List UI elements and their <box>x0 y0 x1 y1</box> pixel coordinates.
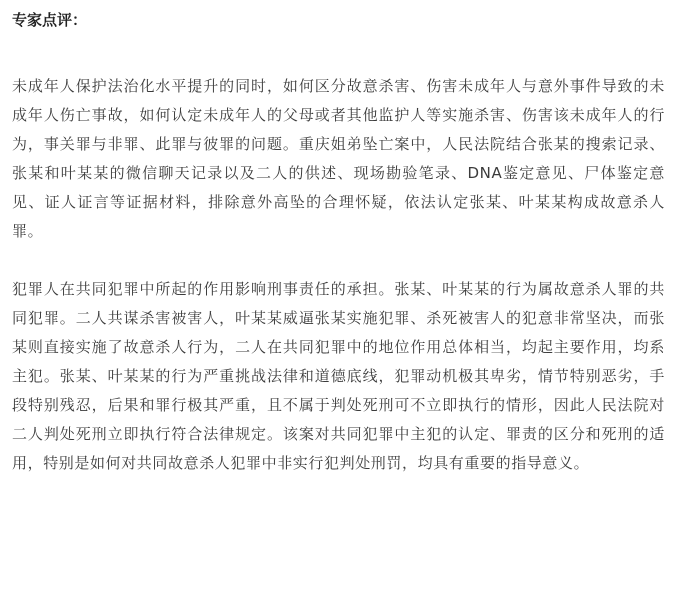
article-paragraph: 犯罪人在共同犯罪中所起的作用影响刑事责任的承担。张某、叶某某的行为属故意杀人罪的共同犯罪。二人共谋杀害被害人，叶某某威逼张某实施犯罪、杀死被害人的犯意非常坚决，而张某则直接实施了故意杀人行为，二人在共同犯罪中的地位作用总体相当，均起主要作用，均系主犯。张某、叶某某的行为严重挑战法律和道德底线，犯罪动机极其卑劣，情节特别恶劣，手段特别残忍，后果和罪行极其严重，且不属于判处死刑可不立即执行的情形，因此人民法院对二人判处死刑立即执行符合法律规定。该案对共同犯罪中主犯的认定、罪责的区分和死刑的适用，特别是如何对共同故意杀人犯罪中非实行犯判处刑罚，均具有重要的指导意义。 <box>12 280 665 472</box>
article-paragraph: 未成年人保护法治化水平提升的同时，如何区分故意杀害、伤害未成年人与意外事件导致的未成年人伤亡事故，如何认定未成年人的父母或者其他监护人等实施杀害、伤害该未成年人的行为，事关罪与非罪、此罪与彼罪的问题。重庆姐弟坠亡案中，人民法院结合张某的搜索记录、张某和叶某某的微信聊天记录以及二人的供述、现场勘验笔录、DNA鉴定意见、尸体鉴定意见、证人证言等证据材料，排除意外高坠的合理怀疑，依法认定张某、叶某某构成故意杀人罪。 <box>12 77 665 240</box>
article-heading: 专家点评： <box>12 11 88 29</box>
